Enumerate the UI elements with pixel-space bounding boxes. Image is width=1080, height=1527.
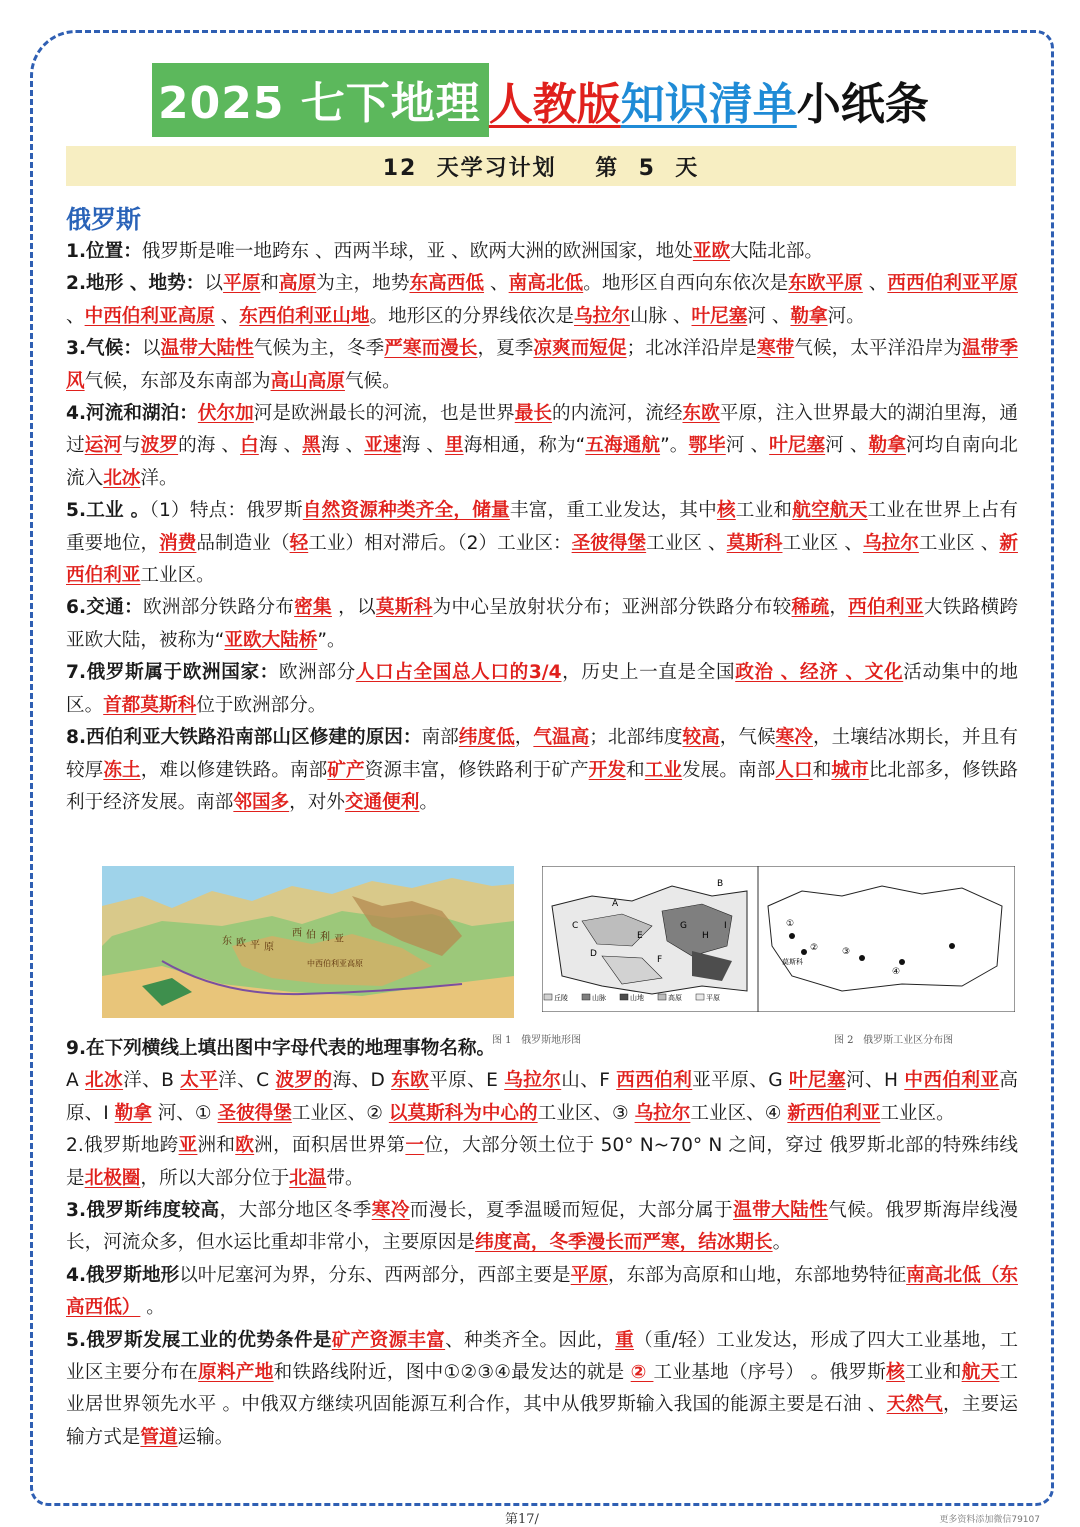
answer-blank: 温带大陆性 — [733, 1200, 829, 1222]
text-run: 以 — [141, 338, 161, 360]
answer-blank: 新西伯利亚 — [787, 1102, 881, 1124]
section-title: 俄罗斯 — [66, 205, 142, 234]
text-run: ，以 — [331, 597, 376, 619]
text-run: 以 — [204, 273, 224, 295]
map2-city: 莫斯科 — [782, 958, 803, 966]
text-run: 河均自南向北流入 — [66, 435, 1018, 489]
answer-blank: 中西伯利亚高原 — [84, 305, 215, 327]
text-run: 河。 — [827, 305, 865, 327]
text-run: 河 、 — [825, 435, 869, 457]
answer-blank: 温带季风 — [66, 338, 1018, 392]
answer-blank: 纬度高，冬季漫长而严寒，结冰期长 — [475, 1232, 773, 1254]
text-run: 工业基地（序号） 。俄罗斯 — [653, 1362, 887, 1384]
text-run: 以叶尼塞河为界，分东、西两部分，西部主要是 — [179, 1264, 571, 1286]
map2-letter: I — [724, 921, 727, 931]
text-run: ，所以大部分位于 — [140, 1167, 290, 1189]
answer-blank: 邻国多 — [233, 791, 290, 813]
answer-blank: 叶尼塞 — [691, 305, 748, 327]
text-run: 河、① — [151, 1102, 218, 1124]
answer-blank: 较高 — [682, 727, 720, 749]
answer-blank: 东高西低 — [409, 273, 485, 295]
text-run: 和 — [812, 759, 832, 781]
answer-blank: 南高北低 — [508, 273, 584, 295]
text-run: 洋、B — [123, 1070, 181, 1092]
text-run: 气候为主，冬季 — [253, 338, 385, 360]
answer-blank: 圣彼得堡 — [217, 1102, 292, 1124]
answer-blank: 开发 — [588, 759, 627, 781]
text-run: ，夏季 — [477, 338, 534, 360]
answer-blank: 纬度低 — [458, 727, 515, 749]
text-run: 。地形区的分界线依次是 — [369, 305, 575, 327]
answer-blank: 东欧 — [391, 1070, 430, 1092]
text-run: 工业区 、 — [918, 532, 1000, 554]
text-run: 为中心呈放射状分布；亚洲部分铁路分布较 — [432, 597, 792, 619]
watermark: 更多资料添加微信79107 — [939, 1515, 1040, 1525]
paragraph — [66, 1260, 1018, 1325]
answer-blank: 西伯利亚 — [848, 597, 924, 619]
text-run: 河 、 — [747, 305, 791, 327]
answer-blank: 政治 、经济 、文化 — [735, 662, 904, 684]
answer-blank: 天然气 — [886, 1394, 943, 1416]
map2-letter: D — [590, 949, 597, 959]
answer-blank: 人口 — [775, 759, 813, 781]
paragraph — [66, 333, 1018, 398]
text-run: 工业区。 — [880, 1102, 955, 1124]
answer-blank: 北温 — [289, 1167, 327, 1189]
map2-number: ② — [810, 943, 819, 953]
text-run: 工业）相对滞后。（2）工业区： — [308, 532, 572, 554]
answer-blank: 航天 — [961, 1362, 1000, 1384]
answer-blank: 原料产地 — [198, 1362, 274, 1384]
item-heading: 7.俄罗斯属于欧洲国家： — [66, 662, 279, 684]
russia-industry-map — [542, 866, 1015, 1012]
map1-label: 欧 — [236, 938, 246, 949]
text-run: 河、H — [846, 1070, 905, 1092]
answer-blank: 交通便利 — [344, 791, 420, 813]
map1-label: 原 — [264, 942, 274, 953]
text-run: ，土壤结冰期长，并且有较厚 — [66, 727, 1018, 781]
answer-blank: 乌拉尔 — [574, 305, 630, 327]
text-run: 发展。南部 — [682, 759, 776, 781]
answer-blank: 矿产 — [327, 759, 365, 781]
answer-blank: 密集 — [294, 597, 332, 619]
map1-label: 中西伯利亚高原 — [307, 959, 363, 968]
text-run: 、种类齐全。因此， — [445, 1329, 616, 1351]
map2-letter: F — [657, 955, 663, 965]
answer-blank: 寒冷 — [775, 727, 813, 749]
map1-label: 利 — [320, 932, 330, 943]
text-run: 气候。 — [344, 370, 401, 392]
answer-blank: 寒冷 — [371, 1200, 410, 1222]
study-plan-banner: 12 天学习计划 第 5 天 — [66, 146, 1016, 186]
paragraph — [66, 592, 1018, 657]
answer-blank: 亚速 — [364, 435, 402, 457]
answer-blank: 人口占全国总人口的3/4 — [355, 662, 562, 684]
text-run: 、 — [214, 305, 240, 327]
text-run: （重/轻）工业发达，形成了四大工业基地，工业区主要分布在 — [66, 1329, 1018, 1384]
answer-blank: 北冰 — [103, 467, 141, 489]
text-run: ，历史上一直是全国 — [561, 662, 736, 684]
text-run: 欧洲部分 — [278, 662, 356, 684]
item-heading: 3.俄罗斯纬度较高 — [66, 1200, 220, 1222]
answer-blank: 运河 — [84, 435, 123, 457]
text-run: 资源丰富，修铁路利于矿产 — [364, 759, 589, 781]
text-run: ， — [514, 727, 534, 749]
answer-blank: 乌拉尔 — [634, 1102, 691, 1124]
text-run: 。 — [772, 1232, 792, 1254]
map1-label: 平 — [250, 940, 260, 951]
item-heading: 5.工业 。 — [66, 500, 150, 522]
text-run: 而漫长，夏季温暖而短促，大部分属于 — [409, 1200, 734, 1222]
text-run: ，主要运输方式是 — [66, 1394, 1018, 1448]
text-run: （1）特点：俄罗斯 — [149, 500, 303, 522]
text-run: 。 — [419, 791, 438, 813]
text-run: 山、F — [561, 1070, 617, 1092]
text-run: 洋、C — [218, 1070, 276, 1092]
paragraph — [66, 398, 1018, 495]
map2-legend-item: 山脉 — [592, 994, 606, 1002]
answer-blank: 自然资源种类齐全，储量 — [302, 500, 510, 522]
answer-blank: ② — [630, 1362, 654, 1384]
answer-blank: 叶尼塞 — [769, 435, 826, 457]
answer-blank: 东欧平原 — [788, 273, 863, 295]
map1-label: 伯 — [306, 930, 316, 941]
map2-letter: G — [680, 921, 687, 931]
text-run: 工业区 、 — [782, 532, 863, 554]
text-run: 和 — [260, 273, 279, 295]
title-part-year: 2025 七下地理 — [152, 63, 489, 137]
text-run: ”。 — [660, 435, 689, 457]
answer-blank: 勒拿 — [114, 1102, 152, 1124]
answer-blank: 波罗 — [140, 435, 179, 457]
text-run: 工业和 — [735, 500, 793, 522]
paragraph — [66, 722, 1018, 819]
text-run: 工业和 — [904, 1362, 962, 1384]
text-run: 位，大部分领土位于 50° N~70° N 之间，穿过 俄罗斯北部的特殊纬线是 — [66, 1135, 1018, 1189]
map2-number: ④ — [892, 967, 901, 977]
text-run: 海 、 — [258, 435, 303, 457]
answer-blank: 一 — [405, 1135, 425, 1157]
text-run: 洋。 — [140, 467, 178, 489]
answer-blank: 气温高 — [533, 727, 590, 749]
answer-blank: 东西伯利亚山地 — [239, 305, 370, 327]
answer-blank: 稀疏 — [791, 597, 830, 619]
text-run: 大陆北部。 — [730, 241, 824, 262]
answer-blank: 首都莫斯科 — [103, 694, 197, 716]
text-run: 俄罗斯是唯一地跨东 、西两半球，亚 、欧两大洲的欧洲国家，地处 — [141, 241, 693, 262]
text-run: 品制造业（ — [196, 532, 290, 554]
item-heading: 6.交通： — [66, 597, 143, 619]
text-run: ，大部分地区冬季 — [219, 1200, 372, 1222]
answer-blank: 最长 — [514, 403, 553, 425]
paragraph — [66, 268, 1018, 333]
text-run: ， — [829, 597, 849, 619]
map2-letter: C — [572, 921, 579, 931]
text-run: A — [66, 1070, 86, 1092]
answer-blank: 凉爽而短促 — [533, 338, 627, 360]
answer-blank: 里 — [444, 435, 464, 457]
answer-blank: 莫斯科 — [375, 597, 433, 619]
answer-blank: 亚欧大陆桥 — [224, 629, 318, 651]
answer-blank: 伏尔加 — [197, 403, 254, 425]
answer-blank: 以莫斯科为中心的 — [388, 1102, 538, 1124]
paragraph — [66, 495, 1018, 592]
map2-letter: E — [637, 931, 643, 941]
answer-blank: 太平 — [180, 1070, 219, 1092]
text-run: ；北部纬度 — [589, 727, 683, 749]
text-run: 工业在世界上占有重要地位， — [66, 500, 1018, 554]
answer-blank: 莫斯科 — [726, 532, 783, 554]
text-run: 丰富，重工业发达，其中 — [509, 500, 717, 522]
answer-blank: 寒带 — [757, 338, 795, 360]
text-run: 海 、 — [401, 435, 445, 457]
text-run: 欧洲部分铁路分布 — [142, 597, 295, 619]
text-run: 平原、E — [429, 1070, 505, 1092]
text-run: 气候，东部及东南部为 — [84, 370, 271, 392]
item-heading: 4.河流和湖泊： — [66, 403, 198, 425]
answer-blank: 叶尼塞 — [789, 1070, 847, 1092]
text-run: 河是欧洲最长的河流，也是世界 — [253, 403, 515, 425]
text-run: 和铁路线附近，图中①②③④最发达的就是 — [273, 1362, 631, 1384]
title-part-note: 小纸条 — [796, 79, 929, 130]
title-part-checklist: 知识清单 — [620, 79, 797, 130]
maps-area — [102, 866, 1016, 1036]
map1-label: 西 — [292, 928, 302, 939]
answer-blank: 鄂毕 — [688, 435, 726, 457]
text-run: 洲，面积居世界第 — [254, 1135, 406, 1157]
answer-blank: 波罗的 — [275, 1070, 333, 1092]
text-run: 海相通，称为“ — [463, 435, 586, 457]
text-run: 、 — [484, 273, 509, 295]
map2-number: ① — [786, 919, 795, 929]
answer-blank: 平原 — [570, 1264, 608, 1286]
paragraph — [66, 657, 1018, 722]
paragraph — [66, 1065, 1018, 1130]
answer-blank: 北极圈 — [84, 1167, 141, 1189]
answer-blank: 核 — [716, 500, 736, 522]
answer-blank: 中西伯利亚 — [904, 1070, 1000, 1092]
answer-blank: 高山高原 — [270, 370, 345, 392]
answer-blank: 温带大陆性 — [160, 338, 254, 360]
text-run: ，东部为高原和山地，东部地势特征 — [607, 1264, 907, 1286]
answer-blank: 工业 — [644, 759, 683, 781]
text-run: 的海 、 — [178, 435, 241, 457]
figure-1-caption: 图 1 俄罗斯地形图 — [492, 1035, 582, 1046]
text-run: 气候。俄罗斯海岸线漫长，河流众多，但水运比重却非常小，主要原因是 — [66, 1200, 1018, 1254]
answer-blank: 管道 — [140, 1426, 178, 1448]
map2-letter: B — [717, 879, 724, 889]
paragraph — [66, 1325, 1018, 1455]
text-run: ，对外 — [289, 791, 345, 813]
text-run: 为主，地势 — [316, 273, 410, 295]
text-run: 山脉 、 — [629, 305, 692, 327]
answer-blank: 北冰 — [85, 1070, 124, 1092]
text-run: 工业区。 — [140, 565, 215, 587]
answer-blank: 欧 — [235, 1135, 255, 1157]
text-run: 工业区、② — [291, 1102, 389, 1124]
figure-2-caption: 图 2 俄罗斯工业区分布图 — [834, 1035, 954, 1046]
text-run: 工业区 、 — [646, 532, 727, 554]
paragraph — [66, 1130, 1018, 1195]
text-run: 海、D — [332, 1070, 392, 1092]
answer-blank: 黑 — [302, 435, 321, 457]
map2-letter: H — [702, 931, 709, 941]
map2-letter: A — [612, 899, 619, 909]
page-title — [152, 64, 929, 136]
answer-blank: 亚欧 — [692, 241, 731, 262]
item-heading: 1.位置： — [66, 241, 142, 262]
text-run: 、 — [862, 273, 888, 295]
answer-blank: 平原 — [223, 273, 261, 295]
paragraph — [66, 1195, 1018, 1260]
text-run: 带。 — [326, 1167, 364, 1189]
paragraph — [66, 236, 1018, 268]
answer-blank: 五海通航 — [585, 435, 661, 457]
map2-legend-item: 山地 — [630, 994, 644, 1002]
answer-blank: 高原 — [278, 273, 317, 295]
text-run: 气候，太平洋沿岸为 — [794, 338, 963, 360]
text-run: 活动集中的地区。 — [66, 662, 1018, 716]
russia-terrain-map — [102, 866, 514, 1018]
answer-blank: 勒拿 — [790, 305, 828, 327]
paragraph — [66, 1033, 1018, 1065]
answer-blank: 亚 — [178, 1135, 198, 1157]
text-run: 。地形区自西向东依次是 — [583, 273, 789, 295]
text-run: 。 — [140, 1297, 165, 1319]
answer-blank: 航空航天 — [792, 500, 868, 522]
answer-blank: 乌拉尔 — [504, 1070, 562, 1092]
text-run: 位于欧洲部分。 — [196, 694, 327, 716]
text-run: 、 — [66, 305, 85, 327]
text-run: 和 — [626, 759, 645, 781]
answer-blank: 严寒而漫长 — [384, 338, 478, 360]
answer-blank: 圣彼得堡 — [571, 532, 647, 554]
text-run: 南部 — [421, 727, 459, 749]
answer-blank: 轻 — [289, 532, 309, 554]
item-heading: 8.西伯利亚大铁路沿南部山区修建的原因： — [66, 727, 422, 749]
text-run: 平原，注入世界最大的湖泊里海，通过 — [66, 403, 1018, 457]
text-run: 运输。 — [177, 1426, 234, 1448]
item-heading: 4.俄罗斯地形 — [66, 1264, 180, 1286]
text-run: 洲和 — [197, 1135, 236, 1157]
text-run: 河 、 — [725, 435, 770, 457]
item-heading: 2.地形 、地势： — [66, 273, 205, 295]
map2-number: ③ — [842, 947, 851, 957]
answer-blank: 冻土 — [103, 759, 141, 781]
answer-blank: 核 — [886, 1362, 905, 1384]
knowledge-points — [66, 236, 1018, 819]
map1-label: 亚 — [334, 934, 344, 945]
answer-blank: 白 — [240, 435, 259, 457]
answer-blank: 新西伯利亚 — [66, 532, 1018, 587]
title-part-edition: 人教版 — [488, 79, 621, 130]
map1-label: 东 — [222, 936, 232, 947]
answer-blank: 西西伯利 — [616, 1070, 693, 1092]
answer-blank: 东欧 — [682, 403, 720, 425]
text-run: 与 — [122, 435, 141, 457]
text-run: ，难以修建铁路。南部 — [140, 759, 328, 781]
map2-legend-item: 高原 — [668, 994, 682, 1002]
answer-blank: 勒拿 — [868, 435, 906, 457]
answer-blank: 南高北低（东高西低） — [66, 1264, 1018, 1319]
text-run: 的内流河，流经 — [552, 403, 683, 425]
exercise-points — [66, 1033, 1018, 1454]
answer-blank: 城市 — [831, 759, 869, 781]
text-run: 亚平原、G — [692, 1070, 789, 1092]
text-run: 高原、I — [66, 1070, 1018, 1124]
item-heading: 9.在下列横线上填出图中字母代表的地理事物名称。 — [66, 1038, 496, 1059]
item-heading: 5.俄罗斯发展工业的优势条件是 — [66, 1329, 332, 1351]
answer-blank: 乌拉尔 — [862, 532, 919, 554]
text-run: 工业区、④ — [690, 1102, 788, 1124]
text-run: ”。 — [317, 629, 346, 651]
answer-blank: 西西伯利亚平原 — [887, 273, 1018, 295]
answer-blank: 重 — [615, 1329, 634, 1351]
text-run: 海 、 — [320, 435, 365, 457]
text-run: ；北冰洋沿岸是 — [626, 338, 758, 360]
answer-blank: 消费 — [159, 532, 197, 554]
answer-blank: 矿产资源丰富 — [331, 1329, 446, 1351]
text-run: 工业区、③ — [537, 1102, 635, 1124]
item-heading: 3.气候： — [66, 338, 142, 360]
map2-legend-item: 丘陵 — [554, 994, 568, 1002]
text-run: 2.俄罗斯地跨 — [66, 1135, 179, 1157]
text-run: ，气候 — [719, 727, 776, 749]
text-run: 工业居世界领先水平 。中俄双方继续巩固能源互利合作，其中从俄罗斯输入我国的能源主要是石油 、 — [66, 1362, 1018, 1416]
page-number: 第17/ — [505, 1512, 539, 1527]
text-run: 比北部多，修铁路利于经济发展。南部 — [66, 759, 1018, 813]
text-run: 大铁路横跨亚欧大陆，被称为“ — [66, 597, 1018, 651]
map2-legend-item: 平原 — [706, 994, 720, 1002]
